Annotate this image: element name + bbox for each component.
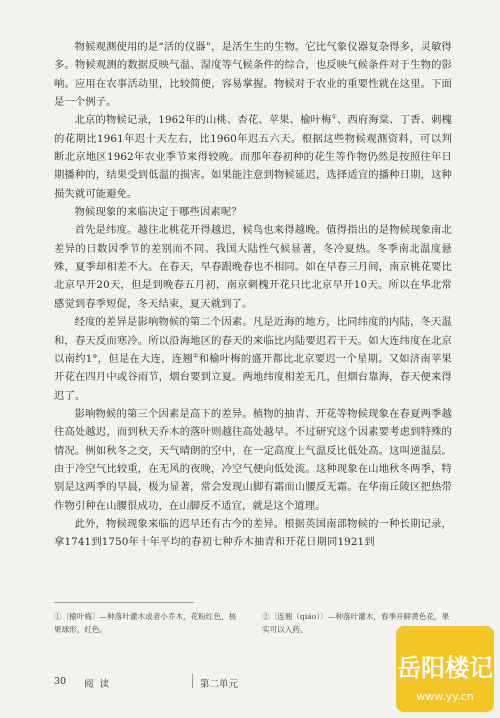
watermark-text: 岳阳楼记 — [397, 654, 493, 682]
body-text — [54, 38, 452, 552]
book-label: 阅读 — [84, 679, 116, 690]
paragraph-4: 首先是纬度。越往北桃花开得越迟，候鸟也来得越晚。值得指出的是物候现象南北差异的日数因季节的差别而不同。我国大陆性气候显著，冬冷夏热。冬季南北温度悬殊，夏季却相差不大。在春天，早春跟晚春也不相同。如在早春三月间，南京桃花要比北京早开20天，但是到晚春五月初，南京刺槐开花只比北京早开10天。所以在华北常感觉到春季短促，冬天结束，夏天就到了。 — [54, 224, 452, 310]
footnote-2: ②〔连翘（qiáo）〕—种落叶灌木，春季开鲜黄色花，果实可以入药。 — [262, 612, 450, 634]
page-number: 30 — [54, 676, 67, 687]
paragraph-5-post: 和榆叶梅的盛开都比北京要迟一个星期。又如济南苹果开花在四月中或谷雨节，烟台要到立夏。两地纬度相差无几，但烟台靠海，春天便来得迟了。 — [54, 352, 452, 402]
site-watermark-logo — [396, 626, 494, 712]
footer-separator — [192, 674, 193, 688]
paragraph-2 — [54, 111, 452, 203]
footnote-divider — [54, 602, 194, 603]
paragraph-5-pre: 经度的差异是影响物候的第二个因素。凡是近海的地方，比同纬度的内陆，冬天温和，春天反而寒冷。所以沿海地区的春天的来临比内陆要迟若干天。如大连纬度在北京以南约1°，但是在大连，连翘 — [54, 316, 452, 365]
paragraph-6: 影响物候的第三个因素是高下的差异。植物的抽青、开花等物候现象在春夏两季越往高处越迟，而到秋天乔木的落叶则越往高处越早。不过研究这个因素要考虑到特殊的情况。例如秋冬之交，天气晴朗的空中，在一定高度上气温反比低处高。这叫逆温层。由于冷空气比较重，在无风的夜晚，冷空气便向低处流。这种现象在山地秋冬两季，特别是这两季的早晨，极为显著，常会发现山脚有霜而山腰反无霜。在华南丘陵区把热带作物引种在山腰很成功，在山脚反不适宜，就是这个道理。 — [54, 407, 452, 512]
paragraph-1: 物候观测使用的是“活的仪器”，是活生生的生物。它比气象仪器复杂得多，灵敏得多。物候观测的数据反映气温、湿度等气候条件的综合，也反映气候条件对于生物的影响。应用在农事活动里，比较简便，容易掌握。物候对于农业的重要性就在这里。下面是一个例子。 — [54, 41, 452, 109]
paragraph-2-post: 、西府海棠、丁香、刺槐的花期比1961年迟十天左右，比1960年迟五六天。根据这些物候观测资料，可以判断北京地区1962年农业季节来得较晚。而那年春初种的花生等作物仍然是按照往年日期播种的，结果受到低温的损害。如果能注意到物候延迟，选择适宜的播种日期，这种损失就可能避免。 — [54, 114, 453, 200]
unit-label: 第二单元 — [200, 679, 239, 690]
paragraph-5 — [54, 313, 452, 405]
paragraph-2-pre: 北京的物候记录，1962年的山桃、杏花、苹果、榆叶梅 — [74, 114, 332, 127]
watermark-url: www.yy.cn — [416, 690, 474, 703]
paragraph-3: 物候现象的来临决定于哪些因素呢？ — [74, 206, 242, 219]
footnote-mark-2: ② — [192, 352, 199, 360]
footnote-mark-1: ① — [331, 113, 337, 121]
footnote-1: ①〔榆叶梅〕—种落叶灌木或者小乔木，花粉红色，核果球形，红色。 — [54, 612, 237, 634]
paragraph-7: 此外，物候现象来临的迟早还有古今的差异。根据英国南部物候的一种长期记录，拿1741到1750年十年平均的春初七种乔木抽青和开花日期同1921到 — [54, 517, 452, 549]
